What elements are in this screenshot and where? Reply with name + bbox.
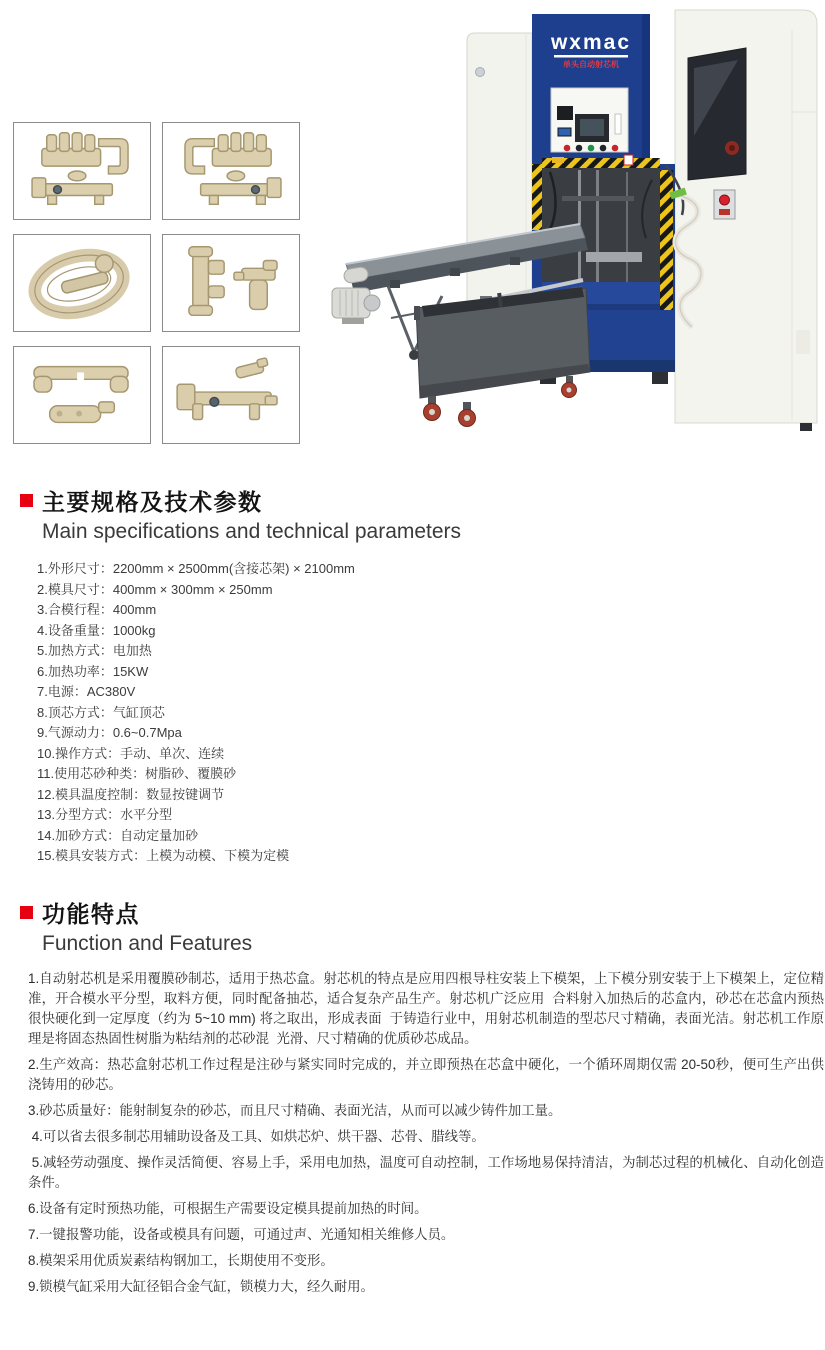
features-heading	[20, 896, 824, 929]
specs-heading	[20, 484, 461, 517]
feature-item: 9.锁模气缸采用大缸径铝合金气缸，锁模力大，经久耐用。	[28, 1279, 374, 1294]
feature-item: 1.自动射芯机是采用覆膜砂制芯，适用于热芯盒。射芯机的特点是应用四根导柱安装上下模架，上下模分别安装于上下模架上，定位精准，开合模水平分型，取料方便，同时配备抽芯，适合复杂产品生产。射芯机广泛应用 合料射入加热后的芯盒内，砂芯在芯盒内预热很快硬化到一定厚度（约为 5~10 mm) 将之取出，形成表面 于铸造行业中，用射芯机制造的型芯尺寸精确，表面光洁。射芯机工作原理是将固态热固性树脂为粘结剂的芯砂混 光滑、尺寸精确的优质砂芯成品。	[28, 971, 824, 1046]
specs-section	[20, 484, 461, 867]
specs-title-zh: 主要规格及技术参数	[42, 489, 263, 515]
spec-item: 8.顶芯方式：气缸顶芯	[37, 704, 165, 720]
feature-item: 8.模架采用优质炭素结构钢加工，长期使用不变形。	[28, 1253, 334, 1268]
sand-core-long-bracket-icon	[163, 347, 299, 443]
features-section	[20, 896, 824, 1303]
spec-item: 4.设备重量：1000kg	[37, 622, 156, 638]
spec-item: 1.外形尺寸：2200mm × 2500mm(含接芯架) × 2100mm	[37, 561, 355, 576]
spec-item: 13.分型方式：水平分型	[37, 807, 173, 822]
spec-item: 7.电源：AC380V	[37, 684, 136, 699]
feature-item: 2.生产效高：热芯盒射芯机工作过程是注砂与紧实同时完成的，并立即预热在芯盒中硬化，一个循环周期仅需 20-50秒，便可生产出供浇铸用的砂芯。	[28, 1057, 824, 1092]
sand-core-bracket-set-icon	[163, 235, 299, 331]
spec-item: 10.操作方式：手动、单次、连续	[37, 745, 225, 761]
spec-item: 3.合模行程：400mm	[37, 602, 157, 617]
sample-core-photo-6	[162, 346, 300, 444]
sample-core-gallery	[13, 122, 300, 444]
feature-item: 3.砂芯质量好：能射制复杂的砂芯，而且尺寸精确、表面光洁，从而可以减少铸件加工量。	[28, 1103, 562, 1118]
spec-item: 12.模具温度控制：数显按键调节	[37, 786, 225, 802]
spec-list	[37, 559, 461, 867]
spec-item: 6.加热功率：15KW	[37, 663, 149, 679]
specs-title-en: Main specifications and technical parameters	[42, 520, 462, 543]
sand-core-manifold-mirrored-icon	[163, 123, 299, 219]
spec-item: 15.模具安装方式：上模为动模、下模为定模	[37, 848, 290, 863]
brand-subtitle-text: 单头自动射芯机	[563, 60, 619, 69]
features-title-en: Function and Features	[42, 932, 253, 955]
sample-core-photo-5	[13, 346, 151, 444]
spec-item: 2.模具尺寸：400mm × 300mm × 250mm	[37, 581, 273, 597]
spec-item: 9.气源动力：0.6~0.7Mpa	[37, 725, 182, 740]
feature-list	[28, 969, 824, 1297]
spec-item: 5.加热方式：电加热	[37, 643, 152, 658]
sand-core-rail-icon	[14, 347, 150, 443]
sample-core-photo-1	[13, 122, 151, 220]
red-square-bullet-icon	[20, 906, 33, 919]
feature-item: 6.设备有定时预热功能，可根据生产需要设定模具提前加热的时间。	[28, 1201, 428, 1216]
spec-item: 14.加砂方式：自动定量加砂	[37, 827, 199, 843]
sand-core-ring-icon	[14, 235, 150, 331]
feature-item: 4.可以省去很多制芯用辅助设备及工具、如烘芯炉、烘干器、芯骨、腊线等。	[28, 1129, 485, 1144]
sand-core-manifold-icon	[14, 123, 150, 219]
features-title-zh: 功能特点	[42, 901, 140, 927]
sample-core-photo-4	[162, 234, 300, 332]
sample-core-photo-2	[162, 122, 300, 220]
feature-item: 7.一键报警功能，设备或模具有问题，可通过声、光通知相关维修人员。	[28, 1227, 455, 1242]
core-shooting-machine-illustration	[330, 0, 825, 470]
machine-photo	[330, 0, 825, 470]
sample-core-photo-3	[13, 234, 151, 332]
spec-item: 11.使用芯砂种类：树脂砂、覆膜砂	[37, 766, 237, 781]
red-square-bullet-icon	[20, 494, 33, 507]
feature-item: 5.减轻劳动强度、操作灵活简便、容易上手，采用电加热，温度可自动控制，工作场地易保持清洁，为制芯过程的机械化、自动化创造条件。	[28, 1155, 824, 1190]
brand-logo-text: wxmac	[550, 31, 632, 54]
